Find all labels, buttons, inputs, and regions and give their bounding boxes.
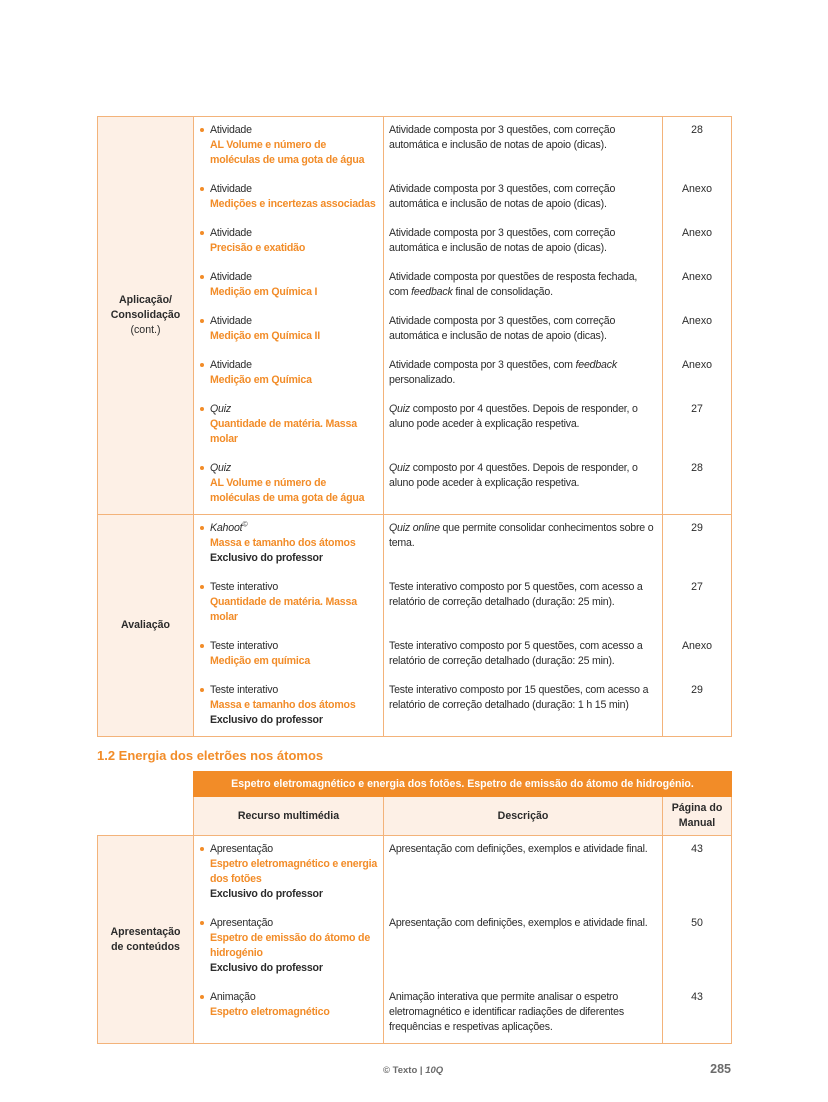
description-content <box>384 984 662 1043</box>
category-label: Aplicação/ Consolidação <box>110 294 181 321</box>
bullet-icon <box>200 363 204 367</box>
description-text: Atividade composta por 3 questões, com correção automática e inclusão de notas de apoio (dicas). <box>389 315 616 342</box>
page-cell <box>663 574 732 633</box>
resource-content <box>194 352 383 396</box>
page-cell <box>663 220 732 264</box>
resource-title: Medição em química <box>210 655 311 667</box>
category-cell <box>98 515 194 737</box>
page-ref: 29 <box>691 522 703 534</box>
resource-kind <box>210 314 378 329</box>
resource-title: Medição em Química I <box>210 286 318 298</box>
resource-title: Espetro eletromagnético e energia dos fotões <box>210 858 378 885</box>
description-text: Teste interativo composto por 5 questões, com acesso a relatório de correção detalhado (duração: 25 min). <box>389 581 643 608</box>
bullet-icon <box>200 921 204 925</box>
page-cell <box>663 633 732 677</box>
resource-kind <box>210 270 378 285</box>
resource-kind <box>210 842 378 857</box>
description-italic: feedback <box>575 359 617 371</box>
resource-title: Quantidade de matéria. Massa molar <box>210 596 357 623</box>
category-label: Apresentação de conteúdos <box>110 925 181 953</box>
resource-title: AL Volume e número de moléculas de uma gota de água <box>210 139 365 166</box>
resource-kind <box>210 683 378 698</box>
category-cell <box>98 117 194 515</box>
description-cell <box>384 455 663 515</box>
table-row <box>98 515 732 575</box>
resource-kind-text: Teste interativo <box>210 640 279 652</box>
header-page <box>663 797 732 836</box>
description-content <box>384 836 662 865</box>
page-cell <box>663 308 732 352</box>
resource-kind <box>210 461 378 476</box>
description-text: Teste interativo composto por 15 questões, com acesso a relatório de correção detalhado (duração: 1 h 15 min) <box>389 684 649 711</box>
resource-content <box>194 574 383 633</box>
page-cell <box>663 352 732 396</box>
resource-kind <box>210 402 378 417</box>
exclusive-label: Exclusivo do professor <box>210 962 323 974</box>
resource-kind <box>210 639 378 654</box>
resource-kind <box>210 123 378 138</box>
description-text: Atividade composta por 3 questões, com correção automática e inclusão de notas de apoio (dicas). <box>389 183 616 210</box>
description-text: final de consolidação. <box>452 286 553 298</box>
page-cell <box>663 264 732 308</box>
description-italic: Quiz online <box>389 522 440 534</box>
description-text: que permite consolidar conhecimentos sobre o tema. <box>389 522 654 549</box>
description-content <box>384 117 662 161</box>
page-cell <box>663 176 732 220</box>
footer-book: 10Q <box>425 1065 444 1076</box>
description-cell <box>384 910 663 984</box>
resource-content <box>194 176 383 220</box>
resource-content <box>194 633 383 677</box>
page-cell <box>663 117 732 177</box>
section-title: 1.2 Energia dos eletrões nos átomos <box>97 748 324 763</box>
resource-title: AL Volume e número de moléculas de uma gota de água <box>210 477 365 504</box>
trademark-mark: © <box>242 521 248 529</box>
page-cell <box>663 515 732 575</box>
table-band-title: Espetro eletromagnético e energia dos fotões. Espetro de emissão do átomo de hidrogénio. <box>194 772 732 797</box>
resource-kind <box>210 580 378 595</box>
page-ref: Anexo <box>681 271 713 283</box>
description-content <box>384 396 662 440</box>
resource-kind-text: Atividade <box>210 315 252 327</box>
resource-cell <box>194 677 384 737</box>
blank-cell <box>98 797 194 836</box>
resource-content <box>194 220 383 264</box>
resource-kind-text: Atividade <box>210 227 252 239</box>
resource-title: Medição em Química <box>210 374 312 386</box>
table-row <box>98 396 732 455</box>
resource-kind <box>210 358 378 373</box>
description-cell <box>384 396 663 455</box>
resource-kind <box>210 916 378 931</box>
description-text: Teste interativo composto por 5 questões, com acesso a relatório de correção detalhado (duração: 25 min). <box>389 640 643 667</box>
description-content <box>384 352 662 396</box>
table-row <box>98 176 732 220</box>
resource-title: Espetro de emissão do átomo de hidrogénio <box>210 932 371 959</box>
bullet-icon <box>200 231 204 235</box>
bullet-icon <box>200 644 204 648</box>
description-text: Atividade composta por 3 questões, com correção automática e inclusão de notas de apoio (dicas). <box>389 124 616 151</box>
description-text: Animação interativa que permite analisar o espetro eletromagnético e identificar radiações de diferentes frequências e respetivas aplicações. <box>389 991 624 1033</box>
resource-kind-text: Atividade <box>210 124 252 136</box>
table-row <box>98 574 732 633</box>
resource-cell <box>194 176 384 220</box>
resource-content <box>194 515 383 574</box>
resource-kind-text: Quiz <box>210 403 231 415</box>
resource-cell <box>194 455 384 515</box>
blank-cell <box>98 772 194 797</box>
description-italic: Quiz <box>389 462 410 474</box>
bullet-icon <box>200 995 204 999</box>
description-content <box>384 677 662 721</box>
resource-kind-text: Kahoot <box>210 522 243 534</box>
page-ref: Anexo <box>681 227 713 239</box>
category-cell <box>98 836 194 1044</box>
resource-kind-text: Atividade <box>210 271 252 283</box>
resource-cell <box>194 515 384 575</box>
table-row <box>98 117 732 177</box>
description-text: Atividade composta por 3 questões, com <box>389 359 576 371</box>
description-text: composto por 4 questões. Depois de responder, o aluno pode aceder à explicação respetiva. <box>389 462 638 489</box>
description-content <box>384 264 662 308</box>
table-band-row <box>98 772 732 797</box>
table-row <box>98 264 732 308</box>
description-cell <box>384 836 663 911</box>
description-cell <box>384 117 663 177</box>
page-ref: 50 <box>691 917 703 929</box>
header-page-line2: Manual <box>678 817 716 829</box>
resource-title: Massa e tamanho dos átomos <box>210 699 356 711</box>
description-text: Atividade composta por questões de resposta fechada, com <box>389 271 638 298</box>
description-content <box>384 308 662 352</box>
category-label: Avaliação <box>120 619 171 631</box>
bullet-icon <box>200 466 204 470</box>
resource-cell <box>194 117 384 177</box>
resource-content <box>194 455 383 514</box>
bullet-icon <box>200 847 204 851</box>
table-row <box>98 308 732 352</box>
resource-kind <box>210 990 378 1005</box>
page-footer <box>97 1062 731 1082</box>
resource-content <box>194 264 383 308</box>
description-text: Apresentação com definições, exemplos e atividade final. <box>389 843 648 855</box>
footer-copyright <box>383 1065 443 1076</box>
resource-title: Quantidade de matéria. Massa molar <box>210 418 357 445</box>
table-row <box>98 455 732 515</box>
description-cell <box>384 633 663 677</box>
resource-content <box>194 984 383 1028</box>
description-text: Atividade composta por 3 questões, com correção automática e inclusão de notas de apoio (dicas). <box>389 227 616 254</box>
description-content <box>384 515 662 559</box>
resource-title: Medições e incertezas associadas <box>210 198 376 210</box>
resource-content <box>194 677 383 736</box>
description-cell <box>384 574 663 633</box>
description-content <box>384 574 662 618</box>
resource-cell <box>194 984 384 1044</box>
resource-title: Espetro eletromagnético <box>210 1006 330 1018</box>
resource-cell <box>194 308 384 352</box>
table-row <box>98 836 732 911</box>
page-ref: Anexo <box>681 315 713 327</box>
description-cell <box>384 984 663 1044</box>
resource-content <box>194 117 383 176</box>
resource-title: Precisão e exatidão <box>210 242 306 254</box>
page-cell <box>663 836 732 911</box>
resource-title: Massa e tamanho dos átomos <box>210 537 356 549</box>
description-content <box>384 633 662 677</box>
bullet-icon <box>200 585 204 589</box>
table-row <box>98 352 732 396</box>
resource-cell <box>194 220 384 264</box>
resource-kind-text: Apresentação <box>210 917 273 929</box>
description-content <box>384 455 662 499</box>
header-resource: Recurso multimédia <box>194 797 384 836</box>
category-sublabel: (cont.) <box>130 324 161 336</box>
exclusive-label: Exclusivo do professor <box>210 552 323 564</box>
resource-kind <box>210 226 378 241</box>
resource-cell <box>194 574 384 633</box>
description-italic: Quiz <box>389 403 410 415</box>
description-cell <box>384 264 663 308</box>
page-number: 285 <box>710 1062 731 1076</box>
table-header-row <box>98 797 732 836</box>
resource-cell <box>194 633 384 677</box>
description-cell <box>384 308 663 352</box>
resource-kind-text: Atividade <box>210 359 252 371</box>
bullet-icon <box>200 407 204 411</box>
description-cell <box>384 515 663 575</box>
header-page-line1: Página do <box>671 802 723 814</box>
page-cell <box>663 455 732 515</box>
page-ref: 43 <box>691 991 703 1003</box>
table-row <box>98 220 732 264</box>
exclusive-label: Exclusivo do professor <box>210 714 323 726</box>
description-text: Apresentação com definições, exemplos e atividade final. <box>389 917 648 929</box>
page-cell <box>663 396 732 455</box>
description-content <box>384 176 662 220</box>
resource-kind <box>210 182 378 197</box>
resource-cell <box>194 910 384 984</box>
page-ref: 27 <box>691 403 703 415</box>
description-cell <box>384 176 663 220</box>
page-ref: 27 <box>691 581 703 593</box>
page-ref: 43 <box>691 843 703 855</box>
bullet-icon <box>200 187 204 191</box>
description-content <box>384 220 662 264</box>
resource-cell <box>194 396 384 455</box>
description-cell <box>384 352 663 396</box>
bullet-icon <box>200 688 204 692</box>
description-italic: feedback <box>411 286 453 298</box>
page-cell <box>663 910 732 984</box>
table-row <box>98 633 732 677</box>
description-cell <box>384 220 663 264</box>
resource-kind-text: Apresentação <box>210 843 273 855</box>
resource-content <box>194 836 383 910</box>
resource-cell <box>194 352 384 396</box>
table-row <box>98 677 732 737</box>
bullet-icon <box>200 128 204 132</box>
bullet-icon <box>200 319 204 323</box>
resource-content <box>194 396 383 455</box>
exclusive-label: Exclusivo do professor <box>210 888 323 900</box>
resource-cell <box>194 264 384 308</box>
page-cell <box>663 677 732 737</box>
table-row <box>98 910 732 984</box>
resource-kind-text: Teste interativo <box>210 684 279 696</box>
resource-kind <box>210 521 378 536</box>
description-text: composto por 4 questões. Depois de responder, o aluno pode aceder à explicação respetiva. <box>389 403 638 430</box>
resource-kind-text: Quiz <box>210 462 231 474</box>
bullet-icon <box>200 526 204 530</box>
resource-cell <box>194 836 384 911</box>
resource-title: Medição em Química II <box>210 330 321 342</box>
description-text: personalizado. <box>389 374 456 386</box>
page-ref: Anexo <box>681 359 713 371</box>
page-ref: Anexo <box>681 640 713 652</box>
page-cell <box>663 984 732 1044</box>
page-ref: 29 <box>691 684 703 696</box>
resources-table-energy <box>97 771 732 1044</box>
page-ref: 28 <box>691 124 703 136</box>
table-row <box>98 984 732 1044</box>
page-ref: 28 <box>691 462 703 474</box>
footer-copyright-text: © Texto | <box>383 1065 426 1076</box>
header-description: Descrição <box>384 797 663 836</box>
resource-content <box>194 308 383 352</box>
page-ref: Anexo <box>681 183 713 195</box>
resource-kind-text: Atividade <box>210 183 252 195</box>
resource-kind-text: Animação <box>210 991 256 1003</box>
resource-content <box>194 910 383 984</box>
bullet-icon <box>200 275 204 279</box>
resource-kind-text: Teste interativo <box>210 581 279 593</box>
description-cell <box>384 677 663 737</box>
resources-table-continued <box>97 116 732 737</box>
description-content <box>384 910 662 939</box>
